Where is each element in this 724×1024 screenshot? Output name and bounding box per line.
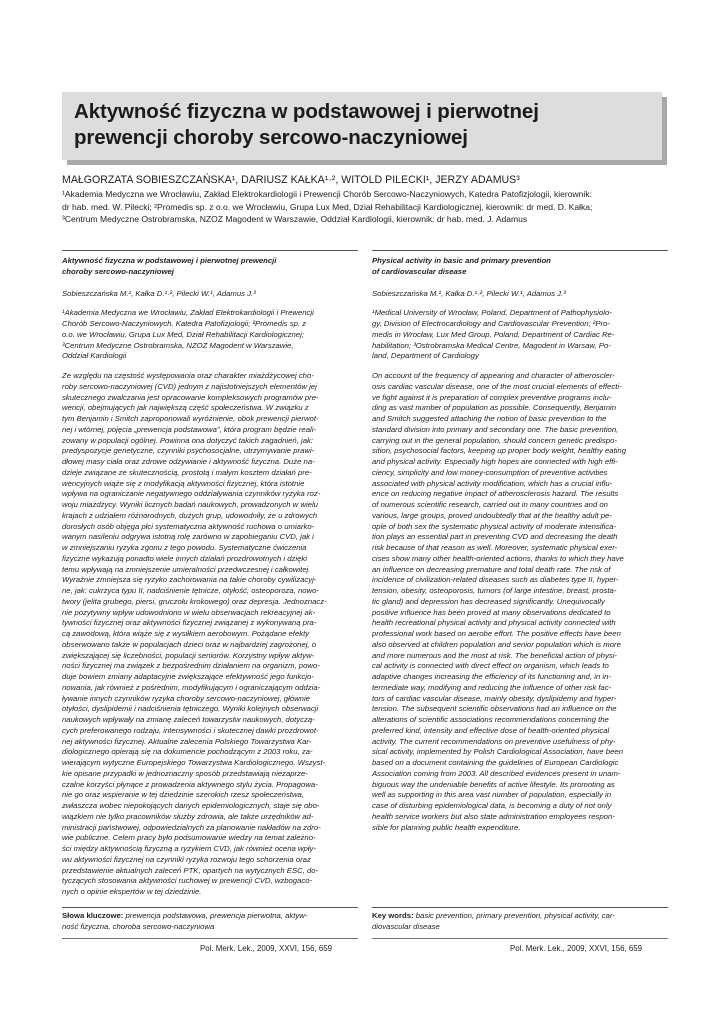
left-footer-rule	[62, 938, 358, 939]
body-line: skutecznego zwalczania jest opracowanie kompleksowych programów pre-	[62, 392, 319, 402]
body-line: risk because of that reason as well. Moreover, systematic physical exer-	[372, 543, 618, 552]
abstract-body	[62, 371, 358, 898]
body-line: well as supporting in this area vast number of population, especially in	[372, 790, 611, 800]
body-line: nych o opinie ekspertów w tej dziedzinie.	[62, 887, 202, 896]
body-line: incidence of civilization-related diseases such as diabetes type II, hyper-	[372, 575, 619, 585]
body-line: woju miażdżycy. Wyniki licznych badań naukowych, prowadzonych w wielu	[62, 500, 318, 509]
abstract-authors: Sobieszczańska M.¹, Kałka D.¹·², Pilecki W.¹, Adamus J.³	[372, 288, 566, 298]
affiliation-line: ¹Akademia Medyczna we Wrocławiu, Zakład Elektrokardiologii i Prewencji	[62, 308, 314, 318]
keywords-text: basic prevention, primary prevention, physical activity, car-	[413, 911, 615, 920]
body-line: cises show many other health-oriented actions, thanks to which they have	[372, 553, 624, 563]
body-line: of numerous scientific research, carried out in many countries and on	[372, 500, 608, 509]
citation-footer-left: Pol. Merk. Lek., 2009, XXVI, 156, 659	[200, 944, 333, 953]
body-line: wierającym wytyczne Europejskiego Towarzystwa Kardiologicznego. Wszyst-	[62, 758, 326, 767]
affiliation-line: dr hab. med. W. Pilecki; ²Promedis sp. z o.o. we Wrocławiu, Grupa Lux Med, Dział Rehabilitacji Kardiologicznej, kierownik: dr med. D. Kałka;	[62, 201, 593, 212]
body-line: nowania, jak również z pośrednim, modyfikującym i ograniczającym oddzia-	[62, 682, 321, 692]
keywords-english	[372, 911, 668, 933]
body-line: zwiększającej się liczebności, populacji seniorów. Korzystny wpływ aktyw-	[62, 650, 315, 660]
abstract-authors: Sobieszczańska M.¹, Kałka D.¹·², Pilecki W.¹, Adamus J.³	[62, 288, 256, 298]
abstract-title-line: choroby sercowo-naczyniowej	[62, 266, 174, 276]
keywords-label: Słowa kluczowe:	[62, 911, 124, 920]
body-line: sible for planning public health expenditure.	[372, 822, 521, 832]
body-line: based on a document containing the guidelines of European Cardiologic	[372, 758, 619, 767]
body-line: wiązkiem nie tylko pracowników służby zdrowia, ale także urzędników ad-	[62, 811, 314, 821]
body-line: wie publiczne. Celem pracy było podsumowanie wiedzy na temat zależno-	[62, 833, 316, 843]
body-line: ve fight against it is preparation of complex preventive programs inclu-	[372, 392, 612, 402]
body-line: wu aktywności fizycznej na czynniki ryzyka rozwoju tego schorzenia oraz	[62, 854, 311, 864]
body-line: wanym nasileniu odgrywa istotną rolę zarówno w zapobieganiu CVD, jak i	[62, 532, 314, 542]
body-line: cą zawodową, która wiąże się z wysiłkiem aerobowym. Pożądane efekty	[62, 629, 310, 638]
affiliation-line: Chorób Sercowo-Naczyniowych, Katedra Patofizjologii; ²Promedis sp. z	[62, 319, 307, 328]
left-keyword-rule	[62, 907, 358, 908]
body-line: krajach z udziałem różnorodnych, dużych grup, udowodniły, że u zdrowych	[62, 510, 318, 520]
body-line: kie opisane przypadki w jednoznaczny sposób przedstawiają niezaprze-	[62, 768, 308, 778]
body-line: various, large groups, proved undoubtedly that at the healthy adult pe-	[372, 510, 612, 520]
body-line: nie pozytywny wpływ udowodniono w wielu obserwacjach rekreacyjnej ak-	[62, 607, 316, 617]
abstract-title	[62, 256, 358, 278]
body-line: obserwowano także w populacjach dzieci oraz w najbardziej zagrożonej, o	[62, 639, 317, 649]
body-line: alterations of scientific associations recommendations concerning the	[372, 715, 609, 724]
body-line: wpływa na ograniczanie negatywnego oddziaływania czynników ryzyka roz-	[62, 489, 321, 499]
citation-footer-right: Pol. Merk. Lek., 2009, XXVI, 156, 659	[510, 944, 643, 953]
body-line: wencyjnych wiąże się z modyfikacją aktywności fizycznej, która istotnie	[62, 478, 305, 488]
body-line: ding as vast number of population as possible. Consequently, Benjamin	[372, 403, 617, 413]
body-line: ministracji państwowej, odpowiedzialnych za planowanie nakładów na zdro-	[62, 822, 321, 832]
body-line: wencji, obejmujących jak największą część społeczeństwa. W związku z	[62, 403, 309, 413]
body-line: w zmniejszaniu ryzyka zgonu z tego powodu. Systematyczne ćwiczenia	[62, 543, 307, 552]
body-line: dzieje związane ze skutecznością, prostotą i małym kosztem działań pre-	[62, 467, 312, 477]
left-top-rule	[62, 250, 358, 251]
body-line: ople of both sex the systematic physical activity of moderate intensifica-	[372, 521, 617, 531]
body-line: duje bowiem zmiany adaptacyjne zwiększające efektywność jego funkcjo-	[62, 672, 314, 681]
body-line: also observed at children population and senior population which is more	[372, 639, 621, 649]
body-line: sition, psychosocial factors, keeping up proper body weight, healthy eating	[372, 446, 627, 456]
affiliation-line: land, Department of Cardiology	[372, 351, 479, 361]
body-line: tion plays an essential part in preventing CVD and decreasing the death	[372, 532, 618, 542]
body-line: positive influence has been proved at many observations dedicated to	[372, 607, 611, 617]
body-line: tywności fizycznej oraz aktywności fizycznej związanej z wykonywaną pra-	[62, 618, 317, 628]
affiliation-line: o.o. we Wrocławiu, Grupa Lux Med, Dział Rehabilitacji Kardiologicznej;	[62, 329, 304, 339]
body-line: tyczących stosowania aktywności ruchowej w prewencji CVD, wzbogaco-	[62, 876, 313, 886]
body-line: dorosłych osób objęga płci systematyczna aktywność ruchowa o umiarko-	[62, 521, 315, 531]
body-line: nie go oraz wspieranie w tej dziedzinie szerokich rzesz społeczeństwa,	[62, 790, 304, 800]
body-line: czalne korzyści płynące z prowadzenia aktywnego stylu życia. Propagowa-	[62, 779, 318, 789]
body-line: nej i wtórnej, pojęcia „prewencja podstawowa”, która program będzie reali-	[62, 424, 316, 434]
keywords-text: ność fizyczna, choroba sercowo-naczyniowa	[62, 921, 215, 931]
body-line: ności fizycznej ma związek z bezpośrednim działaniem na organizm, powo-	[62, 661, 320, 671]
affiliation-line: ³Centrum Medyczne Ostrobramska, NZOZ Magodent w Warszawie,	[62, 340, 294, 350]
body-line: and physical activity. Especially high hopes are connected with high effi-	[372, 457, 618, 466]
title-box	[62, 92, 662, 160]
body-line: otyłości, dyslipidemii i nadciśnienia tętniczego. Wyniki kolejnych obserwacji	[62, 704, 319, 714]
keywords-text: prewencja podstawowa, prewencja pierwotna, aktyw-	[123, 911, 308, 920]
body-line: standard division into primary and secondary one. The basic prevention,	[372, 424, 619, 434]
body-line: health service workers but also state administration employees respon-	[372, 811, 615, 821]
body-line: cal activity is connected with direct effect on organism, which leads to	[372, 661, 609, 671]
keywords-line	[62, 911, 358, 922]
abstract-title-line: of cardiovascular disease	[372, 266, 467, 276]
affiliation-line: habilitation; ³Ostrobramska Medical Centre, Magodent in Warsaw, Po-	[372, 340, 611, 350]
body-line: ści między aktywnością fizyczną a ryzykiem CVD, jak również ocena wpły-	[62, 844, 316, 853]
keywords-text: diovascular disease	[372, 921, 440, 931]
body-line: Association coming from 2003. All described evidences present in unam-	[372, 768, 621, 778]
body-line: fizyczne wykazują ponadto wiele innych działań prozdrowotnych i dzięki	[62, 553, 307, 563]
body-line: zowany w populacji ogólnej. Powinna ona dotyczyć takich zagadnień, jak:	[62, 435, 314, 445]
body-line: termediate way, modifying and reducing the influence of other risk fac-	[372, 682, 612, 692]
title-line-1: Aktywność fizyczna w podstawowej i pierwotnej	[74, 100, 539, 123]
page-title	[74, 99, 539, 151]
body-line: tension. The subsequent scientific observations had an influence on the	[372, 704, 617, 714]
abstract-body	[372, 371, 668, 833]
body-line: health recreational physical activity and physical activity connected with	[372, 618, 616, 628]
author-list: MAŁGORZATA SOBIESZCZAŃSKA¹, DARIUSZ KAŁKA¹·², WITOLD PILECKI¹, JERZY ADAMUS³	[62, 174, 520, 186]
body-line: naukowych wpływały na zmianę zaleceń towarzystw naukowych, dotyczą-	[62, 715, 315, 724]
body-line: tym Benjamin i Smitch zaproponowali wyróżnienie, obok prewencji pierwot-	[62, 414, 319, 423]
abstract-affiliations	[62, 308, 358, 362]
body-line: activity. The current recommendations on preventive usefulness of phy-	[372, 736, 616, 746]
body-line: twory (jelita grubego, piersi, gruczołu krokowego) oraz depresja. Jednoznacz-	[62, 596, 327, 606]
abstract-title-line: Physical activity in basic and primary prevention	[372, 256, 551, 265]
abstract-polish	[62, 256, 358, 898]
body-line: an influence on decreasing premature and total death rate. The risk of	[372, 564, 611, 574]
body-line: biguous way the undeniable benefits of active lifestyle. Its promoting as	[372, 779, 615, 789]
abstract-title-line: Aktywność fizyczna w podstawowej i pierwotnej prewencji	[62, 256, 277, 265]
body-line: ence on reducing negative impact of atherosclerosis hazard. The results	[372, 489, 619, 499]
body-line: cych preferowanego rodzaju, intensywności i skutecznej dawki prozdrowot-	[62, 725, 319, 735]
body-line: ne, jak: cukrzyca typu II, nadciśnienie tętnicze, otyłość, osteoporoza, nowo-	[62, 586, 319, 595]
body-line: and Smitch suggested attaching the notion of basic prevention to the	[372, 414, 607, 423]
title-line-2: prewencji choroby sercowo-naczyniowej	[74, 126, 468, 149]
body-line: case of disturbing epidemiological data, is becoming a duty of not only	[372, 801, 612, 810]
body-line: Ze względu na częstość występowania oraz charakter miażdżycowej cho-	[62, 371, 314, 380]
keywords-line	[372, 911, 668, 922]
body-line: ływanie innych czynników ryzyka choroby sercowo-naczyniowej, głównie	[62, 693, 310, 703]
body-line: Wyraźnie zmniejsza się ryzyko zachorowania na takie choroby cywilizacyj-	[62, 575, 317, 585]
right-top-rule	[372, 250, 668, 251]
abstract-affiliations	[372, 308, 668, 362]
body-line: On account of the frequency of appearing and character of atheroscler-	[372, 371, 615, 380]
body-line: zwłaszcza wobec niepokojących danych epidemiologicznych, staje się obo-	[62, 801, 320, 810]
affiliation-line: Oddział Kardiologii	[62, 351, 127, 361]
affiliation-line: ³Centrum Medyczne Ostrobramska, NZOZ Magodent w Warszawie, Oddział Kardiologii, kierownik: dr hab. med. J. Adamus	[62, 214, 528, 224]
body-line: and more numerous and the most at risk. The beneficial action of physi-	[372, 650, 617, 660]
keywords-polish	[62, 911, 358, 933]
affiliation-line: gy, Division of Electrocardiology and Cardiovascular Prevention; ²Pro-	[372, 319, 610, 328]
body-line: predyspozycje genetyczne, czynniki psychosocjalne, utrzymywanie prawi-	[62, 446, 315, 456]
body-line: tors of cardiac vascular disease, mainly obesity, dyslipidemy and hyper-	[372, 693, 617, 703]
body-line: roby sercowo-naczyniowej (CVD) jednym z najistotniejszych elementów jej	[62, 381, 317, 391]
affiliation-line: ¹Akademia Medyczna we Wrocławiu, Zakład Elektrokardiologii i Prewencji Chorób Sercowo-Naczyniowych, Katedra Patofizjologii, kierownik:	[62, 189, 592, 199]
body-line: sical activity, implemented by Polish Cardiological Association, have been	[372, 747, 623, 757]
body-line: ciency, simplicity and low money-consumption of preventive activities	[372, 467, 608, 477]
abstract-english	[372, 256, 668, 833]
affiliations	[62, 188, 676, 226]
body-line: tension, obesity, osteoporosis, tumors (of large intestine, breast, prosta-	[372, 586, 617, 595]
body-line: carrying out in the general population, should concern genetic predispo-	[372, 435, 618, 445]
body-line: przedstawienie aktualnych zaleceń PTK, opartych na wytycznych ESC, do-	[62, 865, 319, 875]
body-line: professional work based on aerobe effort. The positive effects have been	[372, 629, 621, 638]
right-footer-rule	[372, 938, 668, 939]
body-line: associated with physical activity modification, which has a crucial influ-	[372, 478, 613, 488]
body-line: diologicznego opierają się na dokumencie pochodzącym z 2003 roku, za-	[62, 747, 313, 757]
right-keyword-rule	[372, 907, 668, 908]
body-line: preferred kind, intensity and effective dose of health-oriented physical	[372, 725, 610, 735]
keywords-label: Key words:	[372, 911, 414, 920]
body-line: dłowej masy ciała oraz zdrowe odżywianie i aktywność fizyczna. Duże na-	[62, 457, 315, 466]
abstract-title	[372, 256, 668, 278]
body-line: tic gland) and depression has decreased significantly. Unequivocally	[372, 596, 605, 606]
affiliation-line: medis in Wrocław, Lux Med Group, Poland, Department of Cardiac Re-	[372, 329, 615, 339]
body-line: adaptive changes increasing the efficiency of its functioning and, in in-	[372, 672, 611, 681]
body-line: nej aktywności fizycznej. Aktualne zalecenia Polskiego Towarzystwa Kar-	[62, 736, 312, 746]
body-line: osis cardiac vascular disease, one of the most crucial elements of effecti-	[372, 381, 622, 391]
affiliation-line: ¹Medical University of Wrocław, Poland, Department of Pathophysiolo-	[372, 308, 612, 318]
body-line: temu wpływają na zmniejszenie umieralności przedwczesnej i całkowitej.	[62, 564, 311, 574]
